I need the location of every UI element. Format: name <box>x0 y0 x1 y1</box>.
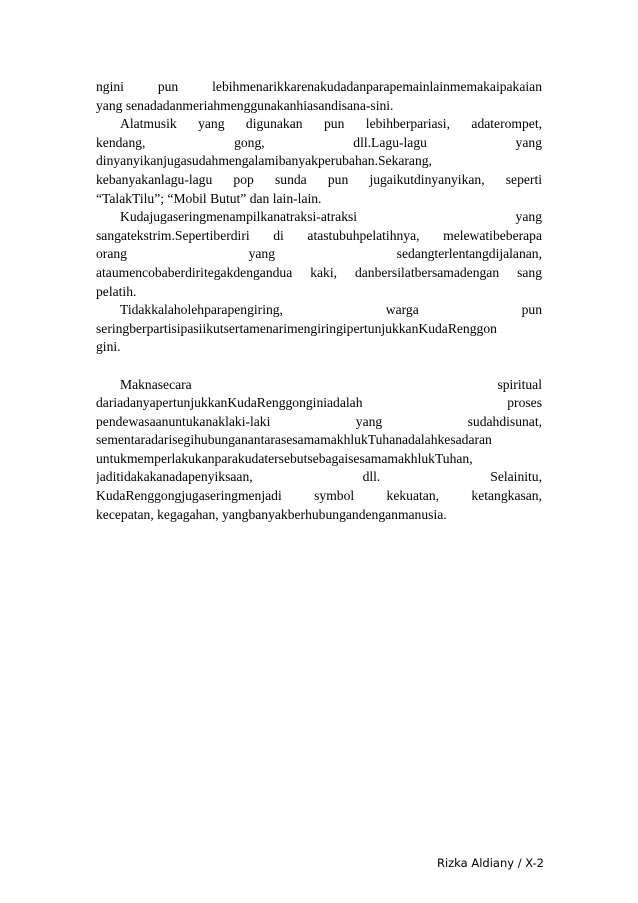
page-footer: Rizka Aldiany / X-2 <box>436 856 544 870</box>
paragraph <box>96 208 542 301</box>
text-line: Kudajugaseringmenampilkanatraksi-atraksi yang <box>120 209 542 225</box>
text-line: seringberpartisipasiikutsertamenarimengiringipertunjukkanKudaRenggon <box>96 320 497 336</box>
text-line: ataumencobaberdiritegakdengandua kaki, danbersilatbersamadengan sang <box>96 264 542 280</box>
text-line: kebanyakanlagu-lagu pop sunda pun jugaikutdinyanyikan, seperti <box>96 171 542 187</box>
text-line: Alatmusik yang digunakan pun lebihberpariasi, adaterompet, <box>120 116 542 132</box>
text-line: orang yang sedangterlentangdijalanan, <box>96 246 542 262</box>
text-line: “TalakTilu”; “Mobil Butut” dan lain-lain. <box>96 190 322 206</box>
text-line: gini. <box>96 339 121 355</box>
text-line: kendang, gong, dll.Lagu-lagu yang <box>96 134 542 150</box>
paragraph <box>96 301 542 357</box>
text-line: Tidakkalaholehparapengiring, warga pun <box>120 302 542 318</box>
text-line: Maknasecara spiritual <box>120 376 542 392</box>
text-line: sementaradarisegihubunganantarasesamamakhlukTuhanadalahkesadaran <box>96 432 492 448</box>
text-line: KudaRenggongjugaseringmenjadi symbol kekuatan, ketangkasan, <box>96 488 542 504</box>
paragraph <box>96 115 542 208</box>
text-line: yang senadadanmeriahmenggunakanhiasandisana-sini. <box>96 97 394 113</box>
paragraph <box>96 78 542 115</box>
text-line: jaditidakakanadapenyiksaan, dll. Selainitu, <box>96 469 542 485</box>
text-line: sangatekstrim.Sepertiberdiri di atastubuhpelatihnya, melewatibeberapa <box>96 227 542 243</box>
text-line: ngini pun lebihmenarikkarenakudadanparapemainlainmemakaipakaian <box>96 79 542 94</box>
text-line: pelatih. <box>96 283 137 299</box>
text-line: pendewasaanuntukanaklaki-laki yang sudahdisunat, <box>96 413 542 429</box>
text-line: untukmemperlakukanparakudatersebutsebagaisesamamakhlukTuhan, <box>96 450 473 466</box>
text-line: dariadanyapertunjukkanKudaRenggonginiadalah proses <box>96 395 542 411</box>
paragraph <box>96 376 542 525</box>
document-body <box>96 78 542 524</box>
text-line: dinyanyikanjugasudahmengalamibanyakperubahan.Sekarang, <box>96 153 432 169</box>
paragraph-container <box>96 78 542 524</box>
text-line: kecepatan, kegagahan, yangbanyakberhubungandenganmanusia. <box>96 506 447 522</box>
paragraph-gap <box>96 357 542 376</box>
